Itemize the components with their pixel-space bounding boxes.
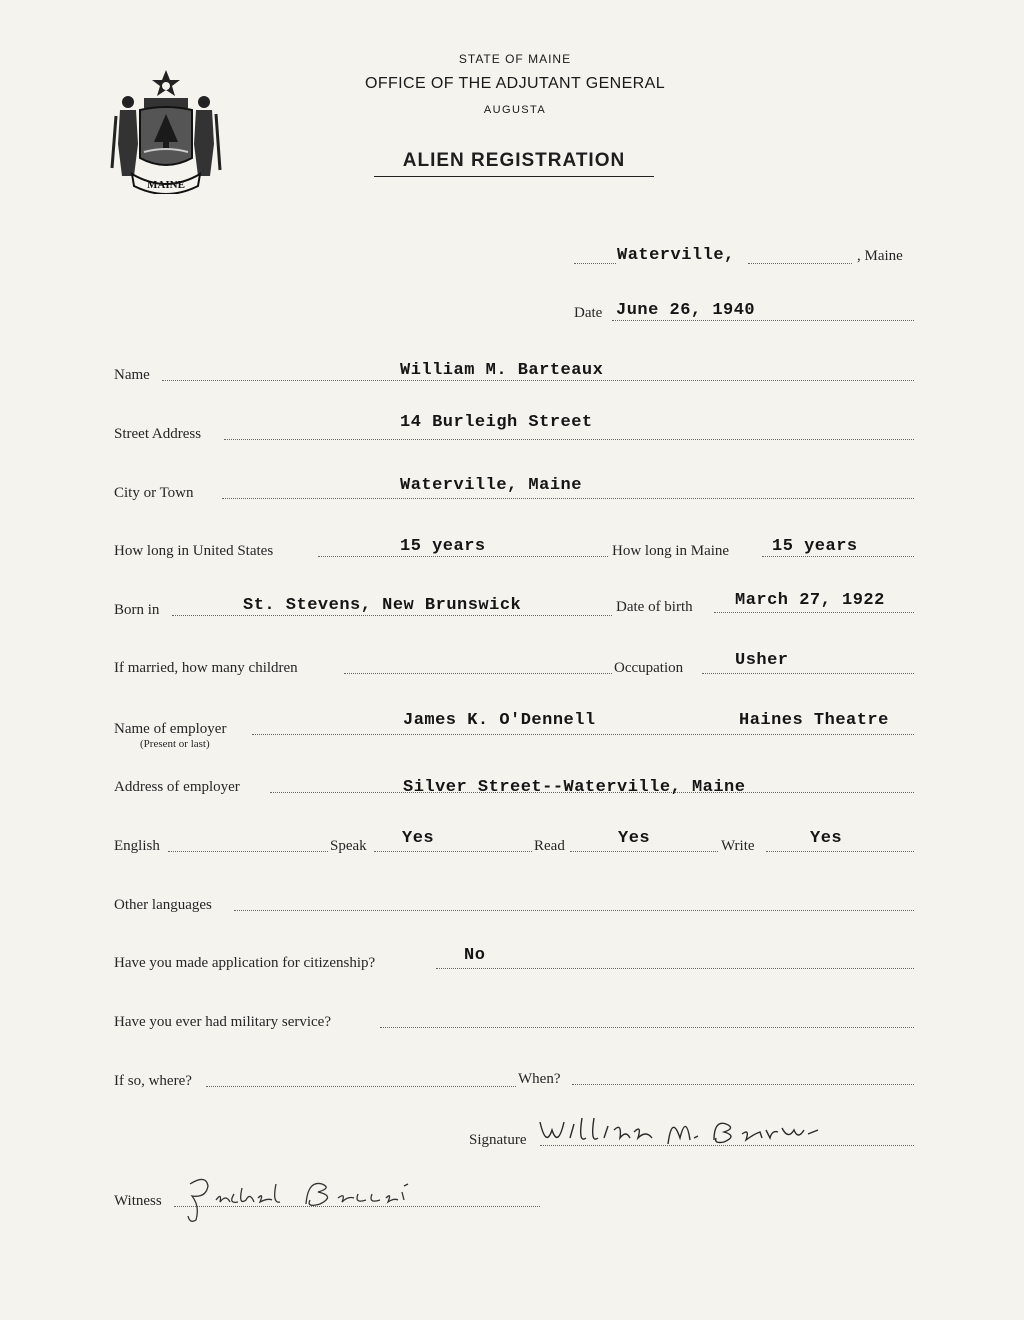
if-so-where-label: If so, where?	[114, 1073, 192, 1089]
speak-label: Speak	[330, 838, 367, 854]
applicant-signature	[538, 1108, 838, 1158]
other-languages-label: Other languages	[114, 897, 212, 913]
military-service-dots	[380, 1027, 914, 1028]
city-or-town-dots	[222, 498, 914, 499]
place-dots-left	[574, 263, 616, 264]
employer-address-value: Silver Street--Waterville, Maine	[403, 778, 746, 797]
how-long-us-value: 15 years	[400, 537, 486, 556]
street-address-value: 14 Burleigh Street	[400, 413, 593, 432]
speak-dots	[374, 851, 532, 852]
street-address-label: Street Address	[114, 426, 202, 442]
how-long-us-label: How long in United States	[114, 543, 274, 559]
married-children-dots	[344, 673, 612, 674]
how-long-maine-dots	[762, 556, 914, 557]
date-value: June 26, 1940	[616, 301, 756, 320]
read-label: Read	[534, 838, 565, 854]
date-label: Date	[574, 305, 603, 321]
form-title: ALIEN REGISTRATION	[374, 150, 654, 177]
witness-signature	[176, 1170, 446, 1226]
city-or-town-label: City or Town	[114, 485, 194, 501]
place-value: Waterville,	[617, 246, 735, 265]
witness-label: Witness	[114, 1193, 162, 1209]
military-service-label: Have you ever had military service?	[114, 1014, 331, 1030]
header-office: OFFICE OF THE ADJUTANT GENERAL	[364, 75, 666, 92]
other-languages-dots	[234, 910, 914, 911]
signature-label: Signature	[469, 1132, 527, 1148]
name-of-employer-dots	[252, 734, 914, 735]
english-speak-value: Yes	[402, 829, 435, 848]
english-dots	[168, 851, 328, 852]
how-long-maine-value: 15 years	[772, 537, 858, 556]
married-children-label: If married, how many children	[114, 660, 298, 676]
city-or-town-value: Waterville, Maine	[400, 476, 582, 495]
place-dots-right	[748, 263, 852, 264]
how-long-maine-label: How long in Maine	[612, 543, 730, 559]
english-label: English	[114, 838, 160, 854]
name-of-employer-label: Name of employer	[114, 721, 227, 737]
citizenship-dots	[436, 968, 914, 969]
street-address-dots	[224, 439, 914, 440]
if-so-where-dots	[206, 1086, 516, 1087]
how-long-us-dots	[318, 556, 608, 557]
write-label: Write	[721, 838, 755, 854]
date-of-birth-label: Date of birth	[616, 599, 693, 615]
present-or-last-label: (Present or last)	[140, 738, 210, 750]
date-of-birth-value: March 27, 1922	[735, 591, 885, 610]
date-of-birth-dots	[714, 612, 914, 613]
citizenship-value: No	[464, 946, 486, 965]
write-dots	[766, 851, 914, 852]
header-city: AUGUSTA	[483, 104, 547, 116]
when-label: When?	[518, 1071, 561, 1087]
occupation-value: Usher	[735, 651, 789, 670]
born-in-value: St. Stevens, New Brunswick	[243, 596, 522, 615]
read-dots	[570, 851, 718, 852]
address-of-employer-label: Address of employer	[114, 779, 240, 795]
born-in-label: Born in	[114, 602, 160, 618]
seal-maine-text: MAINE	[147, 179, 185, 191]
employer-name-value: James K. O'Dennell	[403, 711, 596, 730]
occupation-dots	[702, 673, 914, 674]
employer-business-value: Haines Theatre	[739, 711, 889, 730]
name-value: William M. Barteaux	[400, 361, 604, 380]
english-read-value: Yes	[618, 829, 651, 848]
date-dots	[612, 320, 914, 321]
name-dots	[162, 380, 914, 381]
header-state: STATE OF MAINE	[458, 52, 572, 66]
maine-state-seal-icon	[110, 66, 222, 194]
citizenship-label: Have you made application for citizenship?	[114, 955, 376, 971]
name-label: Name	[114, 367, 150, 383]
born-in-dots	[172, 615, 612, 616]
english-write-value: Yes	[810, 829, 843, 848]
when-dots	[572, 1084, 914, 1085]
occupation-label: Occupation	[614, 660, 684, 676]
maine-suffix-label: , Maine	[857, 248, 903, 264]
